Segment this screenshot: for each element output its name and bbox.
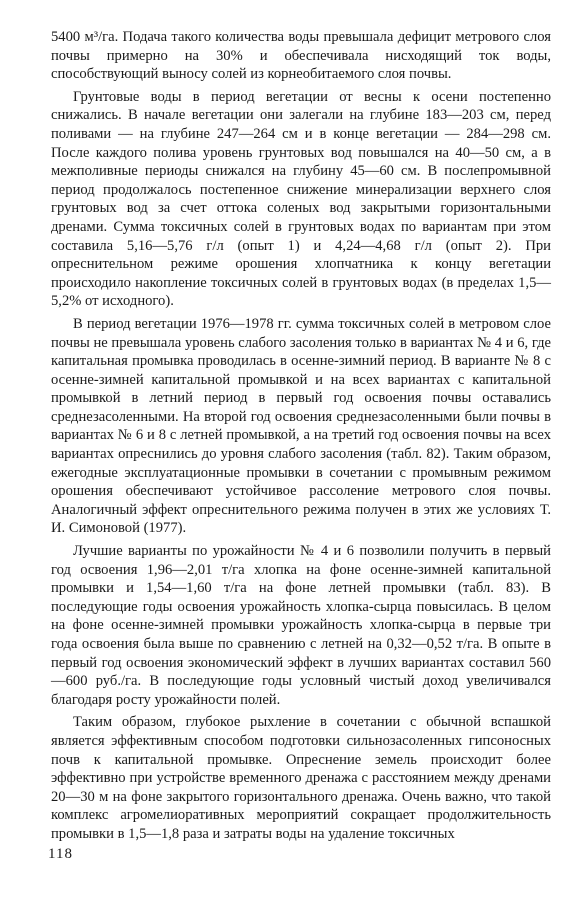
paragraph-yield: Лучшие варианты по урожайности № 4 и 6 позволили получить в первый год освоения 1,96—2,01 т/га хлопка на фоне осенне-зимней капитальной промывки и 1,54—1,60 т/га на фоне летней промывки (табл. 83). В последующие годы освоения урожайность хлопка-сырца повысилась. В целом на фоне осенне-зимней промывки урожайность хлопка-сырца в первые три года освоения была выше по сравнению с летней на 0,32—0,52 т/га. В опыте в первый год освоения экономический эффект в лучших вариантах составил 560—600 руб./га. В последующие годы условный чистый доход увеличивался благодаря росту урожайности полей.	[51, 543, 551, 708]
page-number: 118	[48, 846, 73, 862]
paragraph-continuation: 5400 м³/га. Подача такого количества воды превышала дефицит метрового слоя почвы примерно на 30% и обеспечивала нисходящий ток воды, способствующий выносу солей из корнеобитаемого слоя почвы.	[51, 29, 551, 83]
paragraph-groundwater: Грунтовые воды в период вегетации от весны к осени постепенно снижались. В начале вегетации они залегали на глубине 183—203 см, перед поливами — на глубине 247—264 см и в конце вегетации — 284—298 см. После каждого полива уровень грунтовых вод повышался на 40—50 см, а в межполивные периоды снижался на глубину 45—60 см. В послепромывной период продолжалось постепенное снижение минерализации верхнего слоя грунтовых вод за счет оттока соленых вод закрытыми горизонтальными дренами. Сумма токсичных солей в грунтовых водах по вариантам при этом составила 5,16—5,76 г/л (опыт 1) и 4,24—4,68 г/л (опыт 2). При опреснительном режиме орошения хлопчатника к концу вегетации происходило накопление токсичных солей в грунтовых водах (в пределах 1,5—5,2% от исходного).	[51, 88, 551, 310]
paragraph-salinity: В период вегетации 1976—1978 гг. сумма токсичных солей в метровом слое почвы не превышала уровень слабого засоления только в вариантах № 4 и 6, где капитальная промывка проводилась в осенне-зимний период. В варианте № 8 с осенне-зимней капитальной промывкой и на всех вариантах с капитальной промывкой в летний период в первый год освоения почвы оставались среднезасоленными. На второй год освоения среднезасоленными были почвы в вариантах № 6 и 8 с летней промывкой, а на третий год освоения почвы на всех вариантах опреснились до уровня слабого засоления (табл. 82). Таким образом, ежегодные эксплуатационные промывки в сочетании с промывным режимом орошения обеспечивают устойчивое рассоление метрового слоя почвы. Аналогичный эффект опреснительного режима получен в этих же условиях Т. И. Симоновой (1977).	[51, 315, 551, 537]
body-text	[51, 28, 551, 844]
paragraph-conclusion: Таким образом, глубокое рыхление в сочетании с обычной вспашкой является эффективным способом подготовки сильнозасоленных гипсоносных почв к капитальной промывке. Опреснение земель происходит более эффективно при устройстве временного дренажа с расстоянием между дренами 20—30 м на фоне закрытого горизонтального дренажа. Очень важно, что такой комплекс агромелиоративных мероприятий сокращает продолжительность промывки в 1,5—1,8 раза и затраты воды на удаление токсичных	[51, 714, 551, 842]
